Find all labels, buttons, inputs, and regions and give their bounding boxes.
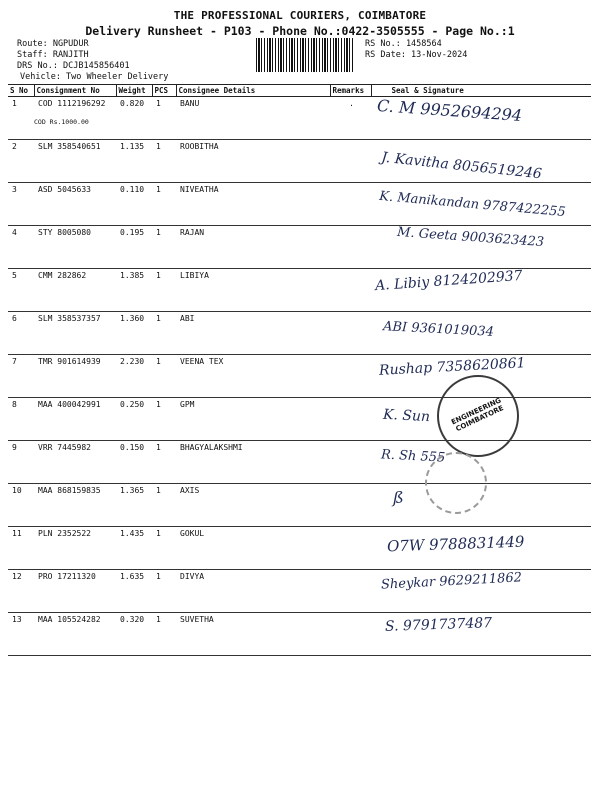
- faint-stamp: [425, 452, 487, 514]
- cell-weight: 0.250: [116, 398, 152, 441]
- seal-stamp-text: ENGINEERING COIMBATORE: [450, 396, 505, 434]
- consignment-number: STY 8005080: [38, 228, 91, 237]
- vehicle-label: Vehicle: Two Wheeler Delivery: [20, 72, 169, 82]
- cell-pcs: 1: [152, 183, 176, 226]
- cell-consignee: ABI: [176, 312, 330, 355]
- cell-sno: 7: [8, 355, 34, 398]
- cell-consignee: GOKUL: [176, 527, 330, 570]
- handwritten-signature: R. Sh 555: [380, 447, 446, 466]
- cell-pcs: 1: [152, 527, 176, 570]
- cell-consignment-no: [34, 269, 116, 312]
- consignment-number: MAA 868159835: [38, 486, 101, 495]
- rs-number: RS No.: 1458564: [365, 39, 442, 49]
- table-row: [8, 183, 591, 226]
- handwritten-signature: S. 9791737487: [384, 615, 493, 635]
- drs-number: DRS No.: DCJB145856401: [17, 61, 130, 71]
- cell-weight: 0.195: [116, 226, 152, 269]
- col-header-consignment: Consignment No: [34, 85, 116, 97]
- cell-sno: 3: [8, 183, 34, 226]
- cell-remarks: [330, 269, 371, 312]
- table-row: [8, 226, 591, 269]
- handwritten-signature: ß: [393, 488, 404, 507]
- cell-signature: [371, 269, 591, 312]
- cell-consignee: DIVYA: [176, 570, 330, 613]
- cell-signature: [371, 97, 591, 140]
- col-header-pcs: PCS: [152, 85, 176, 97]
- handwritten-signature: K. Manikandan 9787422255: [378, 188, 567, 221]
- cell-remarks: [330, 226, 371, 269]
- consignment-number: PLN 2352522: [38, 529, 91, 538]
- col-header-sno: S No: [8, 85, 34, 97]
- runsheet-table: [8, 84, 591, 656]
- cell-consignee: BHAGYALAKSHMI: [176, 441, 330, 484]
- cell-signature: [371, 570, 591, 613]
- cell-sno: 8: [8, 398, 34, 441]
- cell-remarks: [330, 441, 371, 484]
- table-row: [8, 140, 591, 183]
- handwritten-signature: C. M 9952694294: [376, 95, 523, 126]
- runsheet-title: Delivery Runsheet - P103 - Phone No.:0422-3505555 - Page No.:1: [85, 24, 515, 38]
- rs-date: RS Date: 13-Nov-2024: [365, 50, 468, 60]
- cell-sno: 2: [8, 140, 34, 183]
- cell-consignment-no: [34, 613, 116, 656]
- consignment-number: VRR 7445982: [38, 443, 91, 452]
- cell-consignee: ROOBITHA: [176, 140, 330, 183]
- cell-sno: 9: [8, 441, 34, 484]
- cell-sno: 12: [8, 570, 34, 613]
- route-label: Route: NGPUDUR: [17, 39, 89, 49]
- cell-pcs: 1: [152, 226, 176, 269]
- cell-pcs: 1: [152, 398, 176, 441]
- handwritten-signature: K. Sun: [382, 406, 431, 426]
- col-header-remarks: Remarks: [330, 85, 371, 97]
- cell-signature: [371, 613, 591, 656]
- table-row: [8, 484, 591, 527]
- handwritten-signature: O7W 9788831449: [386, 532, 525, 556]
- cell-pcs: 1: [152, 441, 176, 484]
- handwritten-signature: Rushap 7358620861: [378, 355, 526, 379]
- consignment-number: MAA 105524282: [38, 615, 101, 624]
- consignment-number: COD 1112196292: [38, 99, 106, 108]
- cell-weight: 0.150: [116, 441, 152, 484]
- cell-remarks: [330, 183, 371, 226]
- cell-sno: 10: [8, 484, 34, 527]
- table-row: [8, 570, 591, 613]
- cell-consignment-no: [34, 484, 116, 527]
- cell-pcs: 1: [152, 312, 176, 355]
- cell-pcs: 1: [152, 269, 176, 312]
- cell-pcs: 1: [152, 355, 176, 398]
- consignment-number: SLM 358540651: [38, 142, 101, 151]
- cell-consignee: BANU: [176, 97, 330, 140]
- cell-remarks: [330, 570, 371, 613]
- cell-consignment-no: [34, 140, 116, 183]
- handwritten-signature: A. Libiy 8124202937: [374, 267, 524, 295]
- consignment-number: SLM 358537357: [38, 314, 101, 323]
- table-row: [8, 527, 591, 570]
- consignment-number: CMM 282862: [38, 271, 87, 280]
- cell-consignment-no: [34, 226, 116, 269]
- cell-pcs: 1: [152, 570, 176, 613]
- cell-sno: 6: [8, 312, 34, 355]
- handwritten-signature: J. Kavitha 8056519246: [380, 149, 543, 183]
- cell-signature: [371, 226, 591, 269]
- handwritten-signature: ABI 9361019034: [382, 319, 495, 340]
- cell-remarks: [330, 355, 371, 398]
- cell-weight: 0.110: [116, 183, 152, 226]
- cell-remarks: [330, 484, 371, 527]
- seal-stamp: [437, 375, 519, 457]
- cell-consignee: NIVEATHA: [176, 183, 330, 226]
- table-header-row: [8, 85, 591, 97]
- cell-signature: [371, 527, 591, 570]
- barcode-image: [256, 38, 354, 72]
- cell-sno: 11: [8, 527, 34, 570]
- cell-consignment-no: [34, 527, 116, 570]
- cell-consignment-no: [34, 355, 116, 398]
- cell-pcs: 1: [152, 97, 176, 140]
- cell-consignee: SUVETHA: [176, 613, 330, 656]
- cell-sno: 4: [8, 226, 34, 269]
- consignment-number: ASD 5045633: [38, 185, 91, 194]
- cod-amount: COD Rs.1000.00: [34, 118, 89, 126]
- table-row: [8, 269, 591, 312]
- cell-weight: 1.635: [116, 570, 152, 613]
- cell-weight: 1.385: [116, 269, 152, 312]
- cell-sno: 13: [8, 613, 34, 656]
- cell-weight: 0.820: [116, 97, 152, 140]
- cell-weight: 2.230: [116, 355, 152, 398]
- cell-remarks: [330, 312, 371, 355]
- col-header-consignee: Consignee Details: [176, 85, 330, 97]
- cell-signature: [371, 183, 591, 226]
- cell-consignment-no: [34, 398, 116, 441]
- cell-consignment-no: [34, 441, 116, 484]
- cell-consignee: GPM: [176, 398, 330, 441]
- col-header-weight: Weight: [116, 85, 152, 97]
- cell-weight: 0.320: [116, 613, 152, 656]
- table-row: [8, 613, 591, 656]
- cell-weight: 1.365: [116, 484, 152, 527]
- table-row: [8, 312, 591, 355]
- cell-remarks: [330, 398, 371, 441]
- cell-weight: 1.435: [116, 527, 152, 570]
- cell-remarks: [330, 613, 371, 656]
- cell-pcs: 1: [152, 613, 176, 656]
- company-title: THE PROFESSIONAL COURIERS, COIMBATORE: [173, 9, 427, 22]
- cell-consignee: AXIS: [176, 484, 330, 527]
- cell-remarks: .: [330, 97, 371, 140]
- cell-consignment-no: [34, 183, 116, 226]
- cell-weight: 1.135: [116, 140, 152, 183]
- cell-pcs: 1: [152, 140, 176, 183]
- cell-pcs: 1: [152, 484, 176, 527]
- cell-consignment-no: [34, 312, 116, 355]
- cell-weight: 1.360: [116, 312, 152, 355]
- handwritten-signature: M. Geeta 9003623423: [396, 224, 545, 251]
- consignment-number: MAA 400042991: [38, 400, 101, 409]
- cell-consignment-no: [34, 570, 116, 613]
- cell-remarks: [330, 527, 371, 570]
- cell-signature: [371, 140, 591, 183]
- cell-consignee: VEENA TEX: [176, 355, 330, 398]
- table-row: [8, 97, 591, 140]
- cell-remarks: [330, 140, 371, 183]
- cell-sno: 5: [8, 269, 34, 312]
- cell-consignment-no: [34, 97, 116, 140]
- consignment-number: TMR 901614939: [38, 357, 101, 366]
- cell-signature: [371, 312, 591, 355]
- col-header-signature: Seal & Signature: [371, 85, 591, 97]
- cell-consignee: RAJAN: [176, 226, 330, 269]
- consignment-number: PRO 17211320: [38, 572, 96, 581]
- staff-label: Staff: RANJITH: [17, 50, 89, 60]
- cell-consignee: LIBIYA: [176, 269, 330, 312]
- cell-sno: 1: [8, 97, 34, 140]
- handwritten-signature: Sheykar 9629211862: [380, 570, 523, 593]
